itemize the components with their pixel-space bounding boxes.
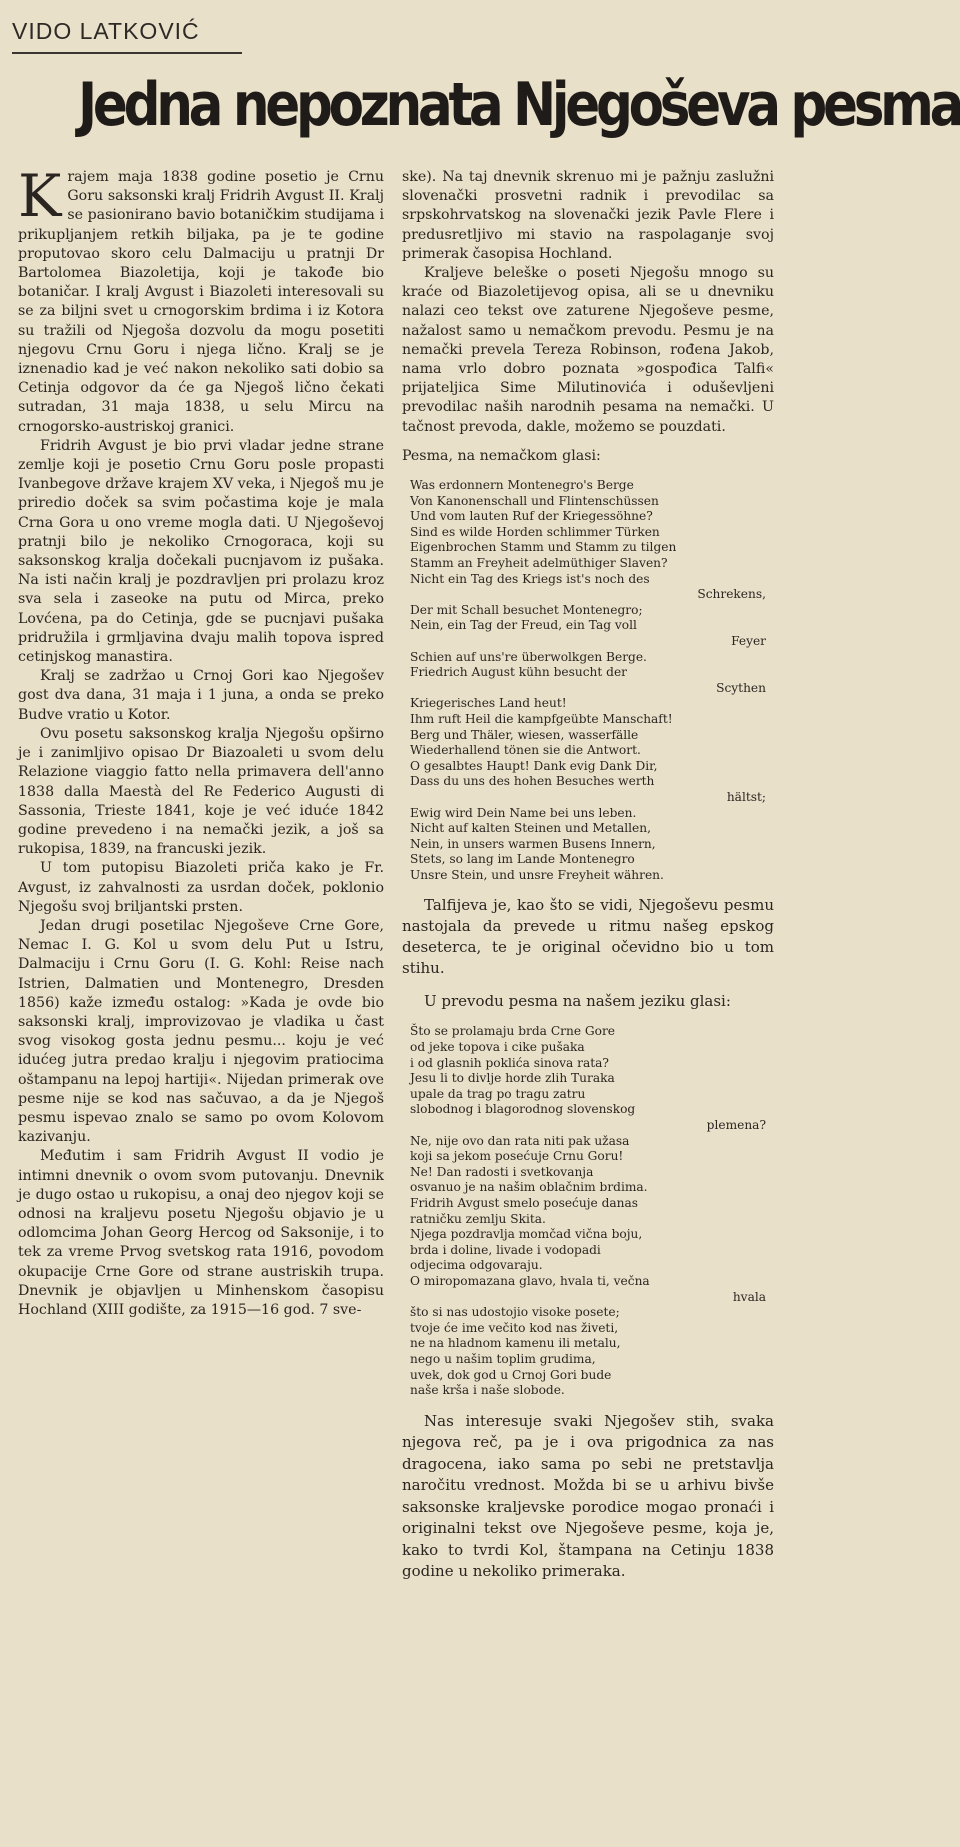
paragraph-text: U prevodu pesma na našem jeziku glasi: xyxy=(424,992,731,1011)
poem-line: Sind es wilde Horden schlimmer Türken xyxy=(410,524,660,539)
right-column xyxy=(402,168,774,1583)
poem-line: Und vom lauten Ruf der Kriegessöhne? xyxy=(410,509,653,524)
article-paragraph xyxy=(402,168,774,264)
poem-line: nego u našim toplim grudima, xyxy=(410,1351,596,1366)
article-paragraph xyxy=(18,667,384,725)
poem-line: osvanuo je na našim oblačnim brdima. xyxy=(410,1180,648,1195)
paragraph-text: Kraljeve beleške o poseti Njegošu mnogo su kraće od Biazoletijevog opisa, ali se u dnevniku nalazi ceo tekst ove zaturene Njegoševe pesme, nažalost samo u nemačkom prevodu. Pesmu je na nemački prevela Tereza Robinson, rođena Jakob, nama vrlo dobro poznata »gospođica Talfi« prijateljica Sime Milutinovića i oduševljeni prevodilac naših narodnih pesama na nemački. U tačnost prevoda, dakle, možemo se pouzdati. xyxy=(402,265,774,435)
poem-line: O gesalbtes Haupt! Dank evig Dank Dir, xyxy=(410,758,658,773)
poem-line: upale da trag po tragu zatru xyxy=(410,1086,586,1101)
paragraph-text: rajem maja 1838 godine posetio je Crnu Goru saksonski kralj Fridrih Avgust II. Kralj se pasionirano bavio botaničkim studijama i prikupljanjem retkih biljaka, pa je te godine proputovao skoro celu Dalmaciju u pratnji Dr Bartolomea Biazoletija, koji je takođe bio botaničar. I kralj Avgust i Biazoleti interesovali su se za biljni svet u crnogorskim brdima i iz Kotora su tražili od Njegoša dozvolu da mogu posetiti njegovu Crnu Goru i njega lično. Kralj se je iznenadio kad je već nakon nekoliko sati dobio sa Cetinja odgovor da će ga Njegoš lično čekati sutradan, 31 maja 1838, u selu Mircu na crnogorsko-austriskoj granici. xyxy=(18,169,384,435)
poem-line: brda i doline, livade i vodopadi xyxy=(410,1242,601,1257)
poem-line: naše krša i naše slobode. xyxy=(410,1383,565,1398)
poem-line: što si nas udostojio visoke posete; xyxy=(410,1305,620,1320)
paragraph-text: U tom putopisu Biazoleti priča kako je Fr. Avgust, iz zahvalnosti za usrdan doček, poklonio Njegošu svoj briljantski prsten. xyxy=(18,860,384,915)
poem-line: uvek, dok god u Crnoj Gori bude xyxy=(410,1367,612,1382)
poem-line: hältst; xyxy=(726,789,766,804)
poem-line: Stets, so lang im Lande Montenegro xyxy=(410,852,635,867)
article-paragraph xyxy=(402,991,774,1012)
poem-line: Der mit Schall besuchet Montenegro; xyxy=(410,602,643,617)
poem-line: koji sa jekom posećuje Crnu Goru! xyxy=(410,1149,624,1164)
poem-line: Friedrich August kühn besucht der xyxy=(410,665,628,680)
poem-line: i od glasnih poklića sinova rata? xyxy=(410,1055,609,1070)
poem-line: Jesu li to divlje horde zlih Turaka xyxy=(410,1071,615,1086)
poem-line: Nicht auf kalten Steinen und Metallen, xyxy=(410,821,651,836)
poem-line: Was erdonnern Montenegro's Berge xyxy=(410,478,634,493)
poem-line: ratničku zemlju Skita. xyxy=(410,1211,546,1226)
closing-paragraph: Nas interesuje svaki Njegošev stih, svaka njegova reč, pa je i ova prigodnica za nas dragocena, iako sama po sebi ne pretstavlja naročitu vrednost. Možda bi se u arhivu bivše saksonske kraljevske porodice mogao pronaći i originalni tekst ove Njegoševe pesme, koja je, kako to tvrdi Kol, štampana na Cetinju 1838 godine u nekoliko primeraka. xyxy=(402,1411,774,1581)
poem-line: Schrekens, xyxy=(697,587,766,602)
poem-line: Njega pozdravlja momčad vična boju, xyxy=(410,1227,643,1242)
poem-line: Von Kanonenschall und Flintenschüssen xyxy=(410,493,659,508)
poem-line: plemena? xyxy=(706,1118,766,1133)
paragraph-text: Ovu posetu saksonskog kralja Njegošu opširno je i zanimljivo opisao Dr Biazoaleti u svom delu Relazione viaggio fatto nella primavera dell'anno 1838 dalla Maestà del Re Federico Augusti di Sassonia, Trieste 1841, koje je već iduće 1842 godine prevedeno i na nemački jezik, a još sa rukopisa, 1839, na francuski jezik. xyxy=(18,725,384,858)
poem-line: Ne, nije ovo dan rata niti pak užasa xyxy=(410,1133,630,1148)
poem-line: Dass du uns des hohen Besuches werth xyxy=(410,774,655,789)
poem-line: Stamm an Freyheit adelmüthiger Slaven? xyxy=(410,556,668,571)
paragraph-text: Međutim i sam Fridrih Avgust II vodio je intimni dnevnik o ovom svom putovanju. Dnevnik je dugo ostao u rukopisu, a onaj deo njegov koji se odnosi na kraljevu posetu Njegošu objavio je u odlomcima Johan Georg Hercog od Saksonije, i to tek za vreme Prvog svetskog rata 1916, povodom okupacije Crne Gore od strane austriskih trupa. Dnevnik je objavljen u Minhenskom časopisu Hochland (XIII godište, za 1915—16 god. 7 sve- xyxy=(18,1148,384,1318)
paragraph-text: Jedan drugi posetilac Njegoševe Crne Gore, Nemac I. G. Kol u svom delu Put u Istru, Dalmaciju i Crnu Goru (I. G. Kohl: Reise nach Istrien, Dalmatien und Montenegro, Dresden 1856) kaže između ostalog: »Kada je ovde bio saksonski kralj, improvizovao je vladika u čast svog visokog gosta jednu pesmu... koju je već idućeg jutra predao kralju i njegovim pratiocima oštampanu na lepoj hartiji«. Nijedan primerak ove pesme nije se kod nas sačuvao, a da je Njegoš pesmu ispevao znalo se samo po ovom Kolovom kazivanju. xyxy=(18,917,384,1146)
poem-line: Kriegerisches Land heut! xyxy=(410,696,567,711)
poem-line: tvoje će ime večito kod nas živeti, xyxy=(410,1320,619,1335)
poem-line: Berg und Thäler, wiesen, wasserfälle xyxy=(410,727,639,742)
poem-line: Feyer xyxy=(731,633,766,648)
article-paragraph xyxy=(18,725,384,859)
poem-line: ne na hladnom kamenu ili metalu, xyxy=(410,1336,621,1351)
poem-line: hvala xyxy=(732,1289,766,1304)
poem-line: Što se prolamaju brda Crne Gore xyxy=(410,1024,616,1039)
poem-line: Nicht ein Tag des Kriegs ist's noch des xyxy=(410,571,650,586)
left-column xyxy=(18,162,384,1320)
drop-cap-letter: K xyxy=(18,162,62,230)
poem-line: Fridrih Avgust smelo posećuje danas xyxy=(410,1196,639,1211)
poem-line: Wiederhallend tönen sie die Antwort. xyxy=(410,743,641,758)
article-headline: Jedna nepoznata Njegoševa pesma xyxy=(78,70,960,140)
article-paragraph xyxy=(402,895,774,979)
poem-line: Schien auf uns're überwolkgen Berge. xyxy=(410,649,647,664)
german-poem xyxy=(410,478,774,883)
poem-line: odjecima odgovaraju. xyxy=(410,1258,543,1273)
article-paragraph xyxy=(402,264,774,437)
poem-line: Unsre Stein, und unsre Freyheit währen. xyxy=(410,867,664,882)
paragraph-text: ske). Na taj dnevnik skrenuo mi je pažnju zaslužni slovenački prosvetni radnik i prevodilac sa srpskohrvatskog na slovenački jezik Pavle Flere i predusretljivo mi stavio na raspolaganje svoj primerak časopisa Hochland. xyxy=(402,169,774,262)
paragraph-text: Fridrih Avgust je bio prvi vladar jedne strane zemlje koji je posetio Crnu Goru posle propasti Ivanbegove države krajem XV veka, i Njegoš mu je priredio doček sa svim počastima koje je mala Crna Gora u ono vreme mogla dati. U Njegoševoj pratnji bilo je nekoliko Crnogoraca, koji su saksonskog kralja dočekali pucnjavom iz pušaka. Na isti način kralj je pozdravljen pri prolazu kroz sva sela i zaseoke na putu od Mirca, preko Lovćena, pa do Cetinja, gde se pucnjavi pušaka pridružila i grmljavina dvaju malih topova ispred cetinjskog manastira. xyxy=(18,437,384,666)
poem-line: slobodnog i blagorodnog slovenskog xyxy=(410,1102,636,1117)
poem-line: Eigenbrochen Stamm und Stamm zu tilgen xyxy=(410,540,677,555)
article-paragraph xyxy=(18,859,384,917)
serbian-poem xyxy=(410,1024,774,1398)
paragraph-text: Kralj se zadržao u Crnoj Gori kao Njegošev gost dva dana, 31 maja i 1 juna, a onda se preko Budve vratio u Kotor. xyxy=(18,668,384,723)
poem-line: od jeke topova i cike pušaka xyxy=(410,1040,585,1055)
article-paragraph xyxy=(18,437,384,667)
author-name: VIDO LATKOVIĆ xyxy=(12,18,200,44)
poem-line: O miropomazana glavo, hvala ti, večna xyxy=(410,1273,650,1288)
paragraph-text: Talfijeva je, kao što se vidi, Njegoševu pesmu nastojala da prevede u ritmu našeg epskog deseterca, te je original očevidno bio u tom stihu. xyxy=(402,896,774,978)
poem-line: Scythen xyxy=(716,680,766,695)
author-underline xyxy=(12,52,242,54)
poem-line: Ihm ruft Heil die kampfgeübte Manschaft! xyxy=(410,711,673,726)
article-paragraph xyxy=(18,1147,384,1320)
article-paragraph xyxy=(18,162,384,437)
poem-line: Ewig wird Dein Name bei uns leben. xyxy=(410,805,637,820)
article-paragraph xyxy=(18,917,384,1147)
poem-line: Nein, in unsers warmen Busens Innern, xyxy=(410,836,656,851)
poem-line: Ne! Dan radosti i svetkovanja xyxy=(410,1164,594,1179)
german-poem-intro: Pesma, na nemačkom glasi: xyxy=(402,447,601,464)
poem-line: Nein, ein Tag der Freud, ein Tag voll xyxy=(410,618,637,633)
